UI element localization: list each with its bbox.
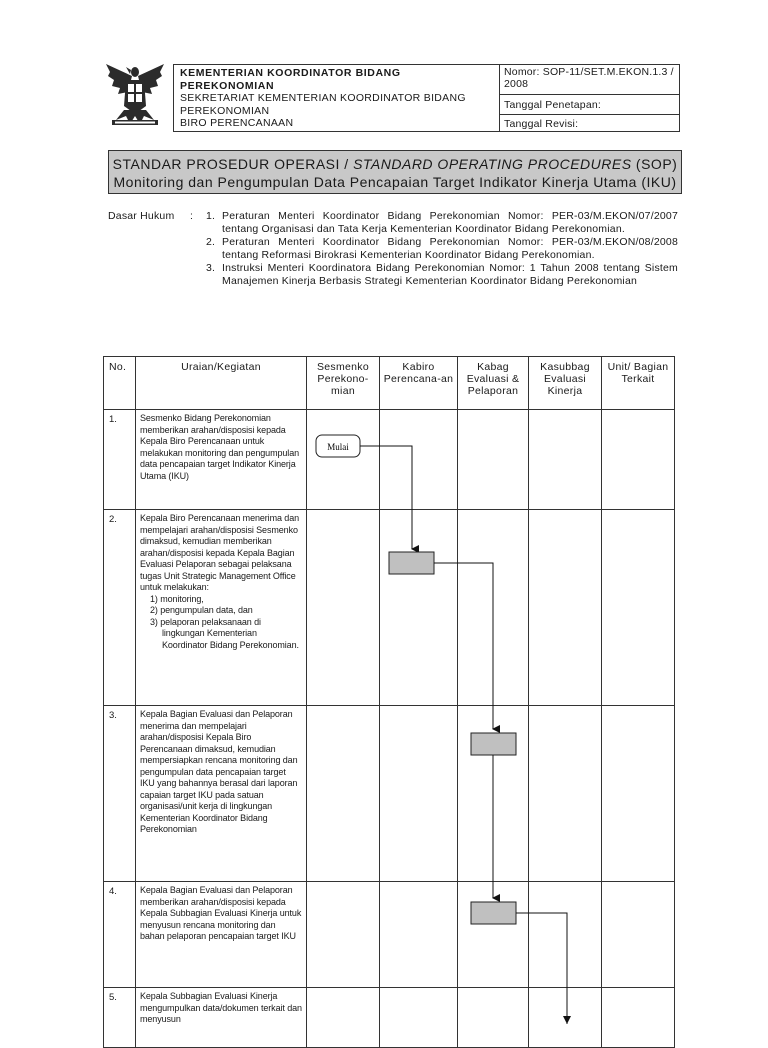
col-header-uraian: Uraian/Kegiatan: [136, 357, 307, 410]
secretariat-name: SEKRETARIAT KEMENTERIAN KOORDINATOR BIDANG PEREKONOMIAN: [180, 92, 466, 117]
row-number: 1.: [104, 410, 136, 510]
dasar-hukum-colon: :: [190, 210, 194, 222]
ministry-name: KEMENTERIAN KOORDINATOR BIDANG PEREKONOMIAN: [180, 67, 401, 92]
tanggal-penetapan: Tanggal Penetapan:: [500, 95, 679, 115]
col-header-unit: Unit/ Bagian Terkait: [602, 357, 675, 410]
flow-arrow-2: [434, 563, 493, 729]
row-description: Sesmenko Bidang Perekonomian memberikan arahan/disposisi kepada Kepala Biro Perencanaan untuk melakukan monitoring dan pengumpulan data pencapaian target Indikator Kinerja Utama (IKU): [136, 410, 307, 510]
process-box-step-2: [389, 552, 434, 574]
row-description: Kepala Subbagian Evaluasi Kinerja mengumpulkan data/dokumen terkait dan menyusun: [136, 988, 307, 1048]
bureau-name: BIRO PERENCANAAN: [180, 117, 294, 129]
row-description: Kepala Bagian Evaluasi dan Pelaporan memberikan arahan/disposisi kepada Kepala Subbagian Evaluasi Kinerja untuk menyusun rencana monitoring dan bahan pelaporan pencapaian target IKU: [136, 882, 307, 988]
list-item: 1. Peraturan Menteri Koordinator Bidang Perekonomian Nomor: PER-03/M.EKON/07/2007 tentang Organisasi dan Tata Kerja Kementerian Koordinator Bidang Perekonomian.: [206, 210, 678, 235]
row-description: Kepala Bagian Evaluasi dan Pelaporan menerima dan mempelajari arahan/disposisi Kepala Biro Perencanaan dimaksud, kemudian mempersiapkan rencana monitoring dan pengumpulan data pencapaian target IKU yang bahannya berasal dari laporan capaian target IKU pada satuan organisasi/unit kerja di lingkungan Kementerian Koordinator Bidang Perekonomian: [136, 706, 307, 882]
dasar-hukum-label: Dasar Hukum: [108, 210, 175, 222]
sop-title-line2: Monitoring dan Pengumpulan Data Pencapaian Target Indikator Kinerja Utama (IKU): [113, 174, 677, 190]
col-header-sesmenko: Sesmenko Perekono-mian: [307, 357, 380, 410]
sop-number: Nomor: SOP-11/SET.M.EKON.1.3 / 2008: [500, 65, 679, 95]
flow-arrow-4: [516, 913, 567, 1024]
tanggal-revisi: Tanggal Revisi:: [504, 118, 579, 130]
row-number: 2.: [104, 510, 136, 706]
flow-arrow-4-head: [563, 1016, 571, 1024]
row-number: 4.: [104, 882, 136, 988]
process-box-step-4: [471, 902, 516, 924]
flow-arrow-1: [360, 446, 412, 549]
list-item: 3. Instruksi Menteri Koordinatora Bidang Perekonomian Nomor: 1 Tahun 2008 tentang Sistem Manajemen Kinerja Berbasis Strategi Kementerian Koordinator Bidang Perekonomian: [206, 262, 678, 287]
list-item: 2. Peraturan Menteri Koordinator Bidang Perekonomian Nomor: PER-03/M.EKON/08/2008 tentang Reformasi Birokrasi Kementerian Koordinator Bidang Perekonomian.: [206, 236, 678, 261]
row-description: Kepala Biro Perencanaan menerima dan mempelajari arahan/disposisi Sesmenko dimaksud, kemudian memberikan arahan/disposisi kepada Kepala Bagian Evaluasi Pelaporan sebagai pelaksana tugas Unit Strategic Management Office untuk melakukan: 1) monitoring, 2) pengumpulan data, dan 3) pelaporan pelaksanaan di lingkungan Kementerian Koordinator Bidang Perekonomian.: [136, 510, 307, 706]
col-header-no: No.: [104, 357, 136, 410]
col-header-kabag: Kabag Evaluasi & Pelaporan: [458, 357, 529, 410]
col-header-kabiro: Kabiro Perencana-an: [380, 357, 458, 410]
start-label: Mulai: [327, 442, 349, 452]
col-header-kasubbag: Kasubbag Evaluasi Kinerja: [529, 357, 602, 410]
row-number: 5.: [104, 988, 136, 1048]
sop-title-line1: STANDAR PROSEDUR OPERASI / STANDARD OPERATING PROCEDURES (SOP): [112, 156, 678, 172]
row-number: 3.: [104, 706, 136, 882]
process-box-step-3: [471, 733, 516, 755]
